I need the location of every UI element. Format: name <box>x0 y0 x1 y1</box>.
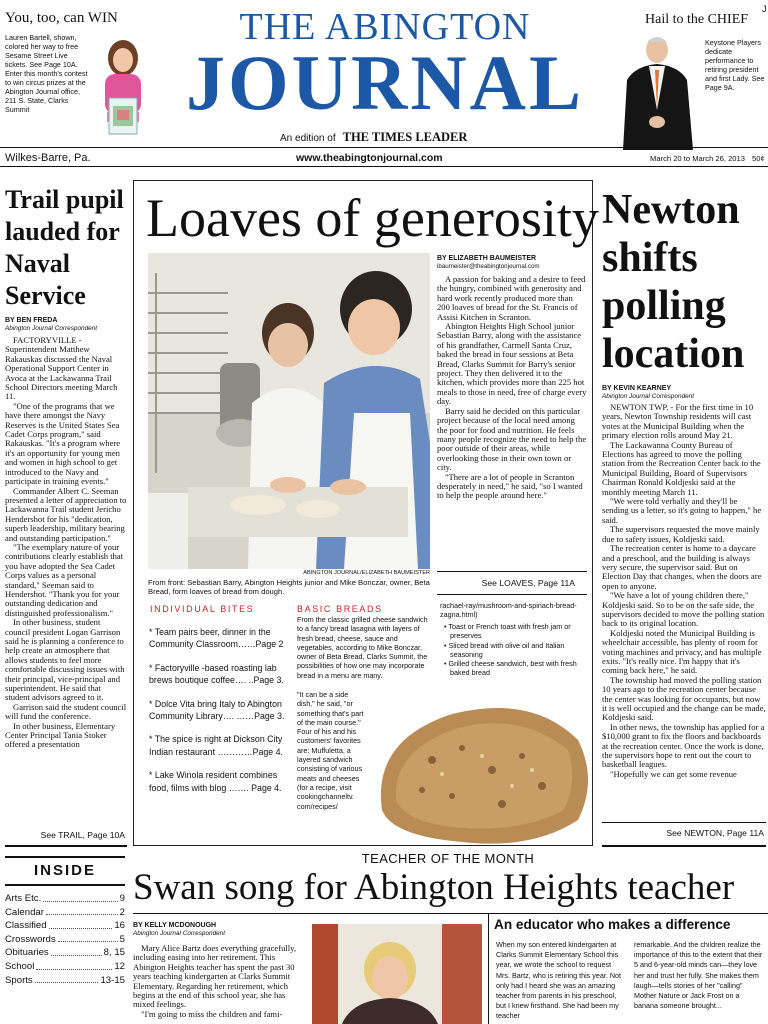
teacher-paragraph: Mary Alice Bartz does everything gracefully, including easing into her retirement. This Abington Heights teacher has spent the past 30 years teaching kindergarten at Clarks Summit Elementary. Regarding her retirement, which begins at the end of this school year, she has mixed feelings. <box>133 944 297 1010</box>
loaves-see-rule-2 <box>437 594 587 595</box>
newton-paragraph: The supervisors requested the move mainly due to safety issues, Koldjeski said. <box>602 524 760 544</box>
bullet: • <box>444 659 449 669</box>
edge-glyph: J <box>762 4 767 14</box>
inside-index <box>5 892 125 987</box>
index-page: 2 <box>119 906 125 918</box>
newton-body <box>602 403 766 819</box>
index-label: Classified <box>5 920 47 932</box>
individual-bites-list <box>149 626 291 805</box>
bite-item[interactable]: * Factoryville -based roasting lab brews boutique coffee…. ..Page 3. <box>149 662 284 686</box>
teacher-rule <box>133 913 768 914</box>
loaves-paragraph: A passion for baking and a desire to feed the hungry, combined with generosity and hard work recently produced more than 200 loaves of bread for the St. Francis of Assisi Kitchen in Scranton. <box>437 275 586 322</box>
right-promo-photo[interactable] <box>615 30 701 150</box>
basic-breads-line: something that's part <box>297 708 364 718</box>
loaves-jump-link[interactable]: See LOAVES, Page 11A <box>481 578 575 588</box>
index-row[interactable] <box>5 892 125 906</box>
trail-paragraph: "One of the programs that we have there amongst the Navy Reserves is the United States Sea Cadet Corps program," said Rakauskas. "It's a program where it's an opportunity for young men and women in high school to get introduced to the Navy and participate in training events." <box>5 400 121 487</box>
loaves-byline <box>437 255 587 271</box>
index-leader <box>51 946 102 956</box>
dateline: Wilkes-Barre, Pa. <box>5 152 91 164</box>
loaves-paragraph: Barry said he decided on this particular project because of the local need among the poor for food and nutrition. He feels many people recognize the need to help the poor outside of their areas, while overlooking those in their own town or city. <box>437 405 587 473</box>
newton-paragraph: The Lackawanna County Bureau of Elections has agreed to move the polling station from the Recreation Center back to the Municipal Building, Board of Supervisors Chairman Ronald Koldjeski said at the monthly meeting March 11. <box>602 439 761 497</box>
newton-byline-name: BY KEVIN KEARNEY <box>602 385 672 392</box>
masthead <box>0 0 768 168</box>
trail-byline-name: BY BEN FREDA <box>5 317 58 324</box>
right-promo-text: Keystone Players dedicate performance to retiring president and first Lady. See Page 9A. <box>705 38 765 92</box>
index-row[interactable] <box>5 974 125 988</box>
bread-photo[interactable] <box>372 700 590 844</box>
trail-paragraph: Garrison said the student council will fund the conference. <box>5 701 127 722</box>
trail-body <box>5 336 127 819</box>
trail-paragraph: In other business, Elementary Center Principal Tania Stoker offered a presentation <box>5 720 116 750</box>
basic-breads-list-item <box>440 641 586 660</box>
index-leader <box>58 933 118 943</box>
newton-paragraph: "Hopefully we can get some revenue <box>610 768 737 779</box>
masthead-rule-bottom <box>0 166 768 167</box>
bullet: • <box>444 640 449 650</box>
teacher-byline <box>133 922 303 938</box>
index-page: 9 <box>119 893 125 904</box>
index-label: Arts Etc. <box>5 893 42 904</box>
loaves-body <box>437 275 587 567</box>
index-page: 12 <box>114 960 125 972</box>
basic-breads-line: com/recipes/ <box>297 801 338 811</box>
trail-paragraph: Commander Albert C. Seeman presented a letter of appreciation to Lackawanna Trail student Jericho Hendershot for his "dedication, superb leadership, military bearing and outstanding participation." <box>5 485 127 543</box>
index-label: Crosswords <box>5 933 56 945</box>
nameplate-main: JOURNAL <box>185 39 584 126</box>
index-label: Sports <box>5 974 33 986</box>
index-leader <box>35 974 99 984</box>
newton-bottom-rule <box>602 845 766 847</box>
index-row[interactable] <box>5 919 125 933</box>
loaves-paragraph: "There are a lot of people in Scranton desperately in need," he said, "so I wanted to help the people around here." <box>437 471 583 501</box>
nameplate-top: THE ABINGTON <box>239 6 531 48</box>
basic-breads-list <box>440 622 586 678</box>
basic-breads-narrow <box>297 690 369 811</box>
list-item-text: Toast or French toast with fresh jam or preserves <box>448 622 571 641</box>
index-page: 16 <box>114 920 125 932</box>
basic-breads-line: are: Muffuletta, a <box>297 745 351 755</box>
newton-paragraph: NEWTON TWP. - For the first time in 10 years, Newton Township residents will cast votes at the Municipal Building when the primary election rolls around May 21. <box>602 403 754 441</box>
basic-breads-text: From the classic grilled cheese sandwich to a fancy bread lasagna with layers of fresh bread, cheese, sauce and vegetables, according to Mike Bonczar, owner of Beta Bread, Clarks Summit, the possibilities of how one may incorporate bread in a menu are many. <box>297 615 428 680</box>
basic-breads-line: of the main course." <box>297 717 361 727</box>
price: 50¢ <box>752 154 765 163</box>
list-item-text: Grilled cheese sandwich, best with fresh baked bread <box>448 659 577 678</box>
index-label: Obituaries <box>5 947 49 959</box>
basic-breads-url[interactable]: rachael-ray/mushroom-and-spinach-bread-zagna.html) <box>440 601 577 620</box>
basic-breads-line: meats and cheeses <box>297 773 360 783</box>
basic-breads-line: consisting of various <box>297 764 363 774</box>
edition-label: An edition of <box>280 133 336 144</box>
teacher-headline[interactable]: Swan song for Abington Heights teacher <box>133 867 735 908</box>
index-leader <box>46 906 118 916</box>
basic-breads-line: layered sandwich <box>297 755 353 765</box>
newton-see-rule <box>602 822 766 823</box>
index-row[interactable] <box>5 960 125 974</box>
right-promo-heading: Hail to the CHIEF <box>645 12 749 27</box>
index-leader <box>36 960 112 970</box>
bite-item[interactable]: * Team pairs beer, dinner in the Community Classroom……Page 2 <box>149 627 284 650</box>
teacher-body <box>133 944 303 1024</box>
issue-dates: March 20 to March 26, 2013 <box>650 154 745 163</box>
trail-paragraph: FACTORYVILLE -Superintendent Matthew Rakauskas discussed the Naval Operational Support Center in Avoca at the Lackawanna Trail School Directors meeting March 11. <box>5 336 118 402</box>
newton-headline[interactable]: Newton shifts polling location <box>602 187 745 377</box>
educator-col-1: When my son entered kindergarten at Clarks Summit Elementary School this year, we wrote the school to request Mrs. Bartz, who is retiring this year. Not only had I heard she was an amazing teacher from parents in his preschool, but I knew firsthand. She had been my teacher <box>496 940 622 1021</box>
index-row[interactable] <box>5 906 125 920</box>
trail-byline-role: Abington Journal Correspondent <box>5 325 98 332</box>
basic-breads-list-item <box>440 622 586 641</box>
newton-paragraph: "We were told verbally and they'll be sending us a letter, so it's going to happen," he said. <box>602 496 762 525</box>
inside-under-rule <box>5 884 125 886</box>
list-item-text: Sliced bread with olive oil and Italian seasoning <box>448 640 565 659</box>
masthead-rule-top <box>0 147 768 148</box>
index-leader <box>49 919 113 929</box>
edition-paper: THE TIMES LEADER <box>342 130 468 144</box>
trail-paragraph: In other business, student council president Logan Garrison said he is planning a conference to help create an atmosphere that allows students to feel more comfortable discussing issues with their principal, vice-principal and superintendent. He said that student advisors agreed to it. <box>5 617 125 703</box>
educator-col-2: remarkable. And the children realize the importance of this to the extent that their 5 and 6-year-old minds can—they love her and trust her fully. She makes them laugh—tells stories of her "calling" Mother Nature or Jack Frost on a banana someone brought... <box>634 940 763 1011</box>
edition-line <box>280 128 500 146</box>
index-label: Calendar <box>5 906 44 918</box>
educator-left-rule <box>488 914 489 1024</box>
inside-heading: INSIDE <box>33 862 96 879</box>
trail-jump-link[interactable]: See TRAIL, Page 10A <box>40 830 125 840</box>
index-page: 8, 15 <box>103 947 125 959</box>
bite-item[interactable]: * Dolce Vita bring Italy to Abington Community Library…. ……Page 3. <box>149 698 285 722</box>
index-page: 5 <box>119 933 125 945</box>
loaves-photo-credit: ABINGTON JOURNAL/ELIZABETH BAUMEISTER <box>303 570 430 576</box>
left-promo-photo[interactable] <box>93 30 155 140</box>
loaves-paragraph: Abington Heights High School junior Sebastian Barry, along with the assistance of his grandfather, Carmell Santa Cruz, baked the bread in four sessions at Beta Bread, Clarks Summit for Barry's senior project. They then delivered it to the kitchen, which provides more than 225 hot meals to those in need, free of charge every day. <box>437 321 587 407</box>
newton-jump-link[interactable]: See NEWTON, Page 11A <box>666 828 764 838</box>
individual-bites-heading: INDIVIDUAL BITES <box>150 604 255 614</box>
left-promo-text: Lauren Bartell, shown, colored her way to free Sesame Street Live tickets. See Page 10A. Enter this month's contest to win circus prizes at the Abington Journal office, 211 S. State, Clarks Summit <box>5 33 88 114</box>
newton-paragraph: The township had moved the polling station 10 years ago to the recreation center because the center was looking for occupants, but now it is well occupied and the change can be made, Koldjeski said. <box>602 674 766 723</box>
newton-byline-role: Abington Journal Correspondent <box>602 393 695 400</box>
newton-paragraph: Koldjeski noted the Municipal Building is wheelchair accessible, has plenty of room for voting machines and privacy, and has multiple exits. "It's really nice. I'm happy that it's coming back here," he said. <box>602 627 762 676</box>
trail-headline[interactable]: Trail pupil lauded for Naval Service <box>5 185 124 310</box>
basic-breads-list-item <box>440 659 586 678</box>
index-row[interactable] <box>5 946 125 960</box>
teacher-byline-role: Abington Journal Correspondent <box>133 930 226 937</box>
loaves-headline[interactable]: Loaves of generosity <box>146 188 599 248</box>
left-promo-heading: You, too, can WIN <box>5 10 118 26</box>
index-leader <box>43 892 117 902</box>
newton-paragraph: "We have a lot of young children there," Koldjeski said. So to be on the safe side, the supervisors decided to move the polling station back to its original location. <box>602 590 765 629</box>
newton-paragraph: In other news, the township has applied for a $10,000 grant to fix the floors and backboards at the recreation center. Once the work is done, the supervisors hope to rent out the court to basketball leagues. <box>602 721 765 770</box>
basic-breads-line: dish," he said, "or <box>297 699 353 709</box>
basic-breads-line: Four of his and his <box>297 727 357 737</box>
bite-item[interactable]: * The spice is right at Dickson City Indian restaurant …………Page 4. <box>149 734 283 757</box>
loaves-byline-email: ibaumeister@theabingtonjournal.com <box>437 263 540 270</box>
trail-paragraph: "The exemplary nature of your contributions clearly establish that you have adopted the Sea Cadet Corps values as a personal standard," Seeman said to Hendershot. "Thank you for your outstanding dedication and distinguished professionalism." <box>5 541 124 618</box>
newton-paragraph: The recreation center is home to a daycare and a preschool, and the building is always very secure, the supervisor said. But on Election Day that changes, when the doors are open to anyone. <box>602 543 762 591</box>
basic-breads-heading: BASIC BREADS <box>297 604 383 614</box>
basic-breads-line: customers' favorites <box>297 736 361 746</box>
inside-top-rule <box>5 856 125 858</box>
index-row[interactable] <box>5 933 125 947</box>
basic-breads-line: (for a recipe, visit <box>297 782 352 792</box>
teacher-byline-name: BY KELLY MCDONOUGH <box>133 922 217 929</box>
index-label: School <box>5 960 35 972</box>
teacher-kicker: TEACHER OF THE MONTH <box>361 851 535 866</box>
loaves-photo[interactable] <box>148 253 430 569</box>
basic-breads-line: cookingchanneltv. <box>297 792 355 802</box>
newton-byline <box>602 385 766 401</box>
bullet: • <box>444 622 449 631</box>
educator-headline[interactable]: An educator who makes a difference <box>494 917 731 932</box>
site-url[interactable]: www.theabingtonjournal.com <box>296 152 443 164</box>
teacher-paragraph: "I'm going to miss the children and fami- <box>141 1008 283 1019</box>
loaves-byline-name: BY ELIZABETH BAUMEISTER <box>437 255 537 262</box>
teacher-photo[interactable] <box>312 924 482 1024</box>
bite-item[interactable]: * Lake Winola resident combines food, films with blog ……. Page 4. <box>149 770 282 793</box>
basic-breads-line: "It can be a side <box>297 690 349 699</box>
trail-bottom-rule <box>5 845 127 847</box>
index-page: 13-15 <box>100 974 125 986</box>
loaves-see-rule <box>437 571 587 572</box>
trail-byline <box>5 317 127 333</box>
loaves-caption: From front: Sebastian Barry, Abington Heights junior and Mike Bonczar, owner, Beta Bread, form loaves of bread from dough. <box>148 578 430 597</box>
